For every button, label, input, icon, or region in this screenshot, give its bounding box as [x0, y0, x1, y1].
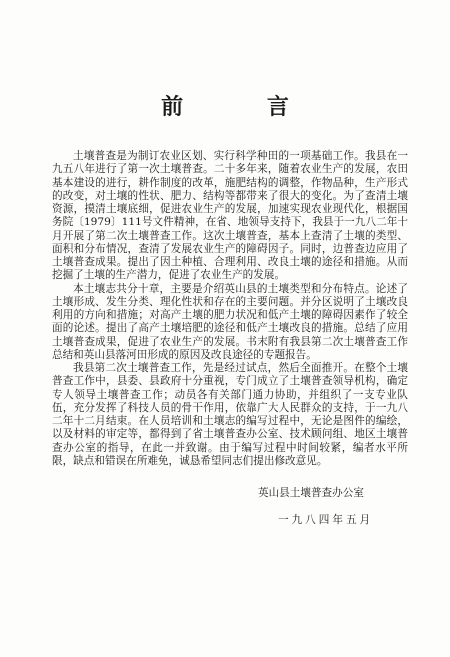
- paragraph-1: 土壤普查是为制订农业区划、实行科学种田的一项基础工作。我县在一九五八年进行了第一次土壤普查。二十多年来，随着农业生产的发展，农田基本建设的进行，耕作制度的改革，施肥结构的调整，作物品种，生产形式的改变，对土壤的性状、肥力、结构等都带来了很大的变化。为了查清土壤资源，摸清土壤底细，促进农业生产的发展，加速实现农业现代化，根据国务院〔1979〕111号文件精神，在省、地领导支持下，我县于一九八二年十月开展了第二次土壤普查工作。这次土壤普查，基本上查清了土壤的类型、面积和分布情况，查清了发展农业生产的障碍因子。同时，边普查边应用了土壤普查成果。提出了因土种植、合理利用、改良土壤的途径和措施。从而挖掘了土壤的生产潜力，促进了农业生产的发展。: [52, 150, 408, 282]
- paragraph-2: 本土壤志共分十章，主要是介绍英山县的土壤类型和分布特点。论述了土壤形成、发生分类、理化性状和存在的主要问题。并分区说明了土壤改良利用的方向和措施；对高产土壤的肥力状况和低产土壤的障碍因素作了较全面的论述。提出了高产土壤培肥的途径和低产土壤改良的措施。总结了应用土壤普查成果，促进了农业生产的发展。书末附有我县第二次土壤普查工作总结和英山县落河田形成的原因及改良途径的专题报告。: [52, 282, 408, 361]
- paragraph-3: 我县第二次土壤普查工作，先是经过试点，然后全面推开。在整个土壤普查工作中，县委、县政府十分重视，专门成立了土壤普查领导机构，确定专人领导土壤普查工作；动员各有关部门通力协助，并组织了一支专业队伍，充分发挥了科技人员的骨干作用，依靠广大人民群众的支持，于一九八二年十二月结束。在人员培训和土壤志的编写过程中，无论是图件的编绘，以及材料的审定等，都得到了省土壤普查办公室、技术顾问组、地区土壤普查办公室的指导，在此一并致谢。由于编写过程中时间较紧，编者水平所限，缺点和错误在所难免，诚恳希望同志们提出修改意见。: [52, 362, 408, 467]
- page-title: 前 言: [161, 94, 327, 120]
- signature-organization: 英山县土壤普查办公室: [258, 487, 364, 499]
- preface-body: [52, 150, 408, 468]
- signature-date: 一九八四年五月: [278, 514, 374, 526]
